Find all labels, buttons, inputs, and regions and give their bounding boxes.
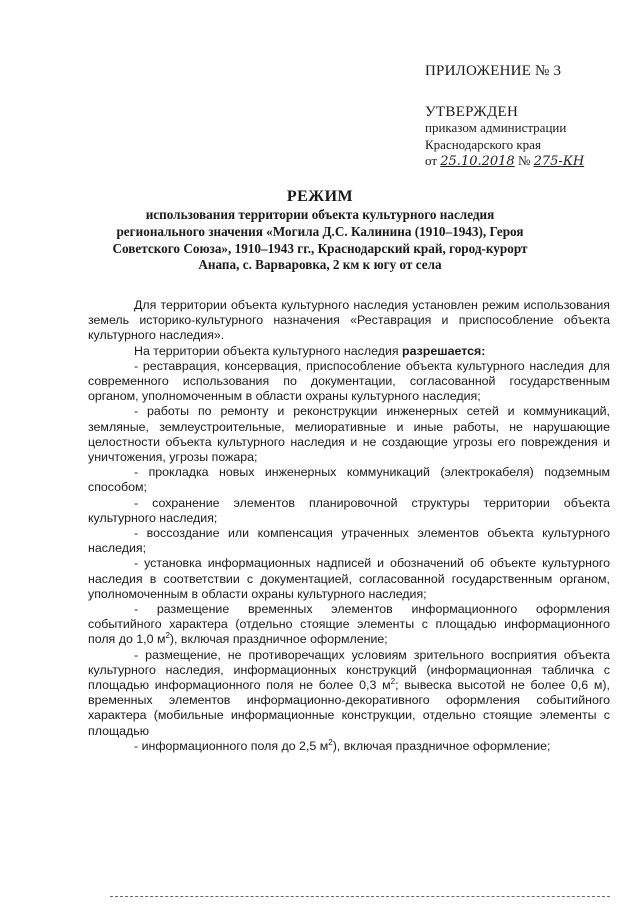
appendix-label: ПРИЛОЖЕНИЕ № 3 [425,63,562,79]
item7-sup: 2 [165,631,170,641]
list-item-9 [88,739,610,754]
document-body [88,298,610,754]
list-item: - установка информационных надписей и обозначений об объекте культурного наследия в соответствии с документацией, согласованной государственным органом, уполномоченным в области охраны культурного наследия; [88,556,610,601]
list-item: - воссоздание или компенсация утраченных элементов объекта культурного наследия; [88,526,610,556]
document-subtitle: использования территории объекта культурного наследия регионального значения «Могила Д.С. Калинина (1910–1943), Героя Советского Союза», 1910–1943 гг., Краснодарский край, город-курорт Анапа, с. Варваровка, 2 км к югу от села [112,207,528,273]
approved-label: УТВЕРЖДЕН [425,104,519,120]
item7-text-a: - размещение временных элементов информационного оформления событийного характера (отдельно стоящие элементы с площадью информационного поля до 1,0 м [88,602,610,647]
document-title: РЕЖИМ [286,188,354,205]
list-item: - сохранение элементов планировочной структуры территории объекта культурного наследия; [88,495,610,525]
handwritten-date: 25.10.2018 [440,154,515,169]
item9-text-b: ), включая праздничное оформление; [332,738,551,753]
item9-text-a: - информационного поля до 2,5 м [134,738,329,753]
permitted-word: разрешается: [402,343,486,358]
item8-text-b: ; вывеска высотой не более 0,6 м), временных элементов информационно-декоративного оформления событийного характера (мобильные информационные конструкции, отдельно стоящие элементы с площадью [88,678,610,738]
order-date-line [425,153,625,171]
order-line-1: приказом администрации [425,120,567,135]
number-prefix: № [517,153,531,168]
list-item-8 [88,648,610,739]
intro-paragraph: Для территории объекта культурного наследия установлен режим использования земель историко-культурного назначения «Реставрация и приспособление объекта культурного наследия». [88,298,610,343]
item7-text-b: ), включая праздничное оформление; [169,632,388,647]
permitted-lead: На территории объекта культурного наследия [134,343,399,358]
handwritten-number: 275-КН [533,154,585,169]
item9-sup: 2 [328,737,333,747]
item8-text-a: - размещение, не противоречащих условиям зрительного восприятия объекта культурного наследия, информационных конструкций (информационная табличка с площадью информационного поля не более 0,3 м [88,647,610,693]
date-prefix: от [425,153,438,168]
list-item: - реставрация, консервация, приспособление объекта культурного наследия для современного использования по документации, согласованной государственным органом, уполномоченным в области охраны культурного наследия; [88,358,610,404]
order-line-2: Краснодарского края [425,136,541,152]
list-item: - работы по ремонту и реконструкции инженерных сетей и коммуникаций, земляные, землеустроительные, мелиоративные и иные работы, не нарушающие целостности объекта культурного наследия и не создающие угрозы его повреждения и уничтожения, угрозы пожара; [88,404,610,465]
list-item-7 [88,602,610,648]
scan-bottom-artifact [110,896,610,899]
item8-sup: 2 [390,676,396,686]
list-item: - прокладка новых инженерных коммуникаций (электрокабеля) подземным способом; [88,465,610,495]
permitted-heading [88,344,610,359]
approval-order-block [425,120,625,171]
